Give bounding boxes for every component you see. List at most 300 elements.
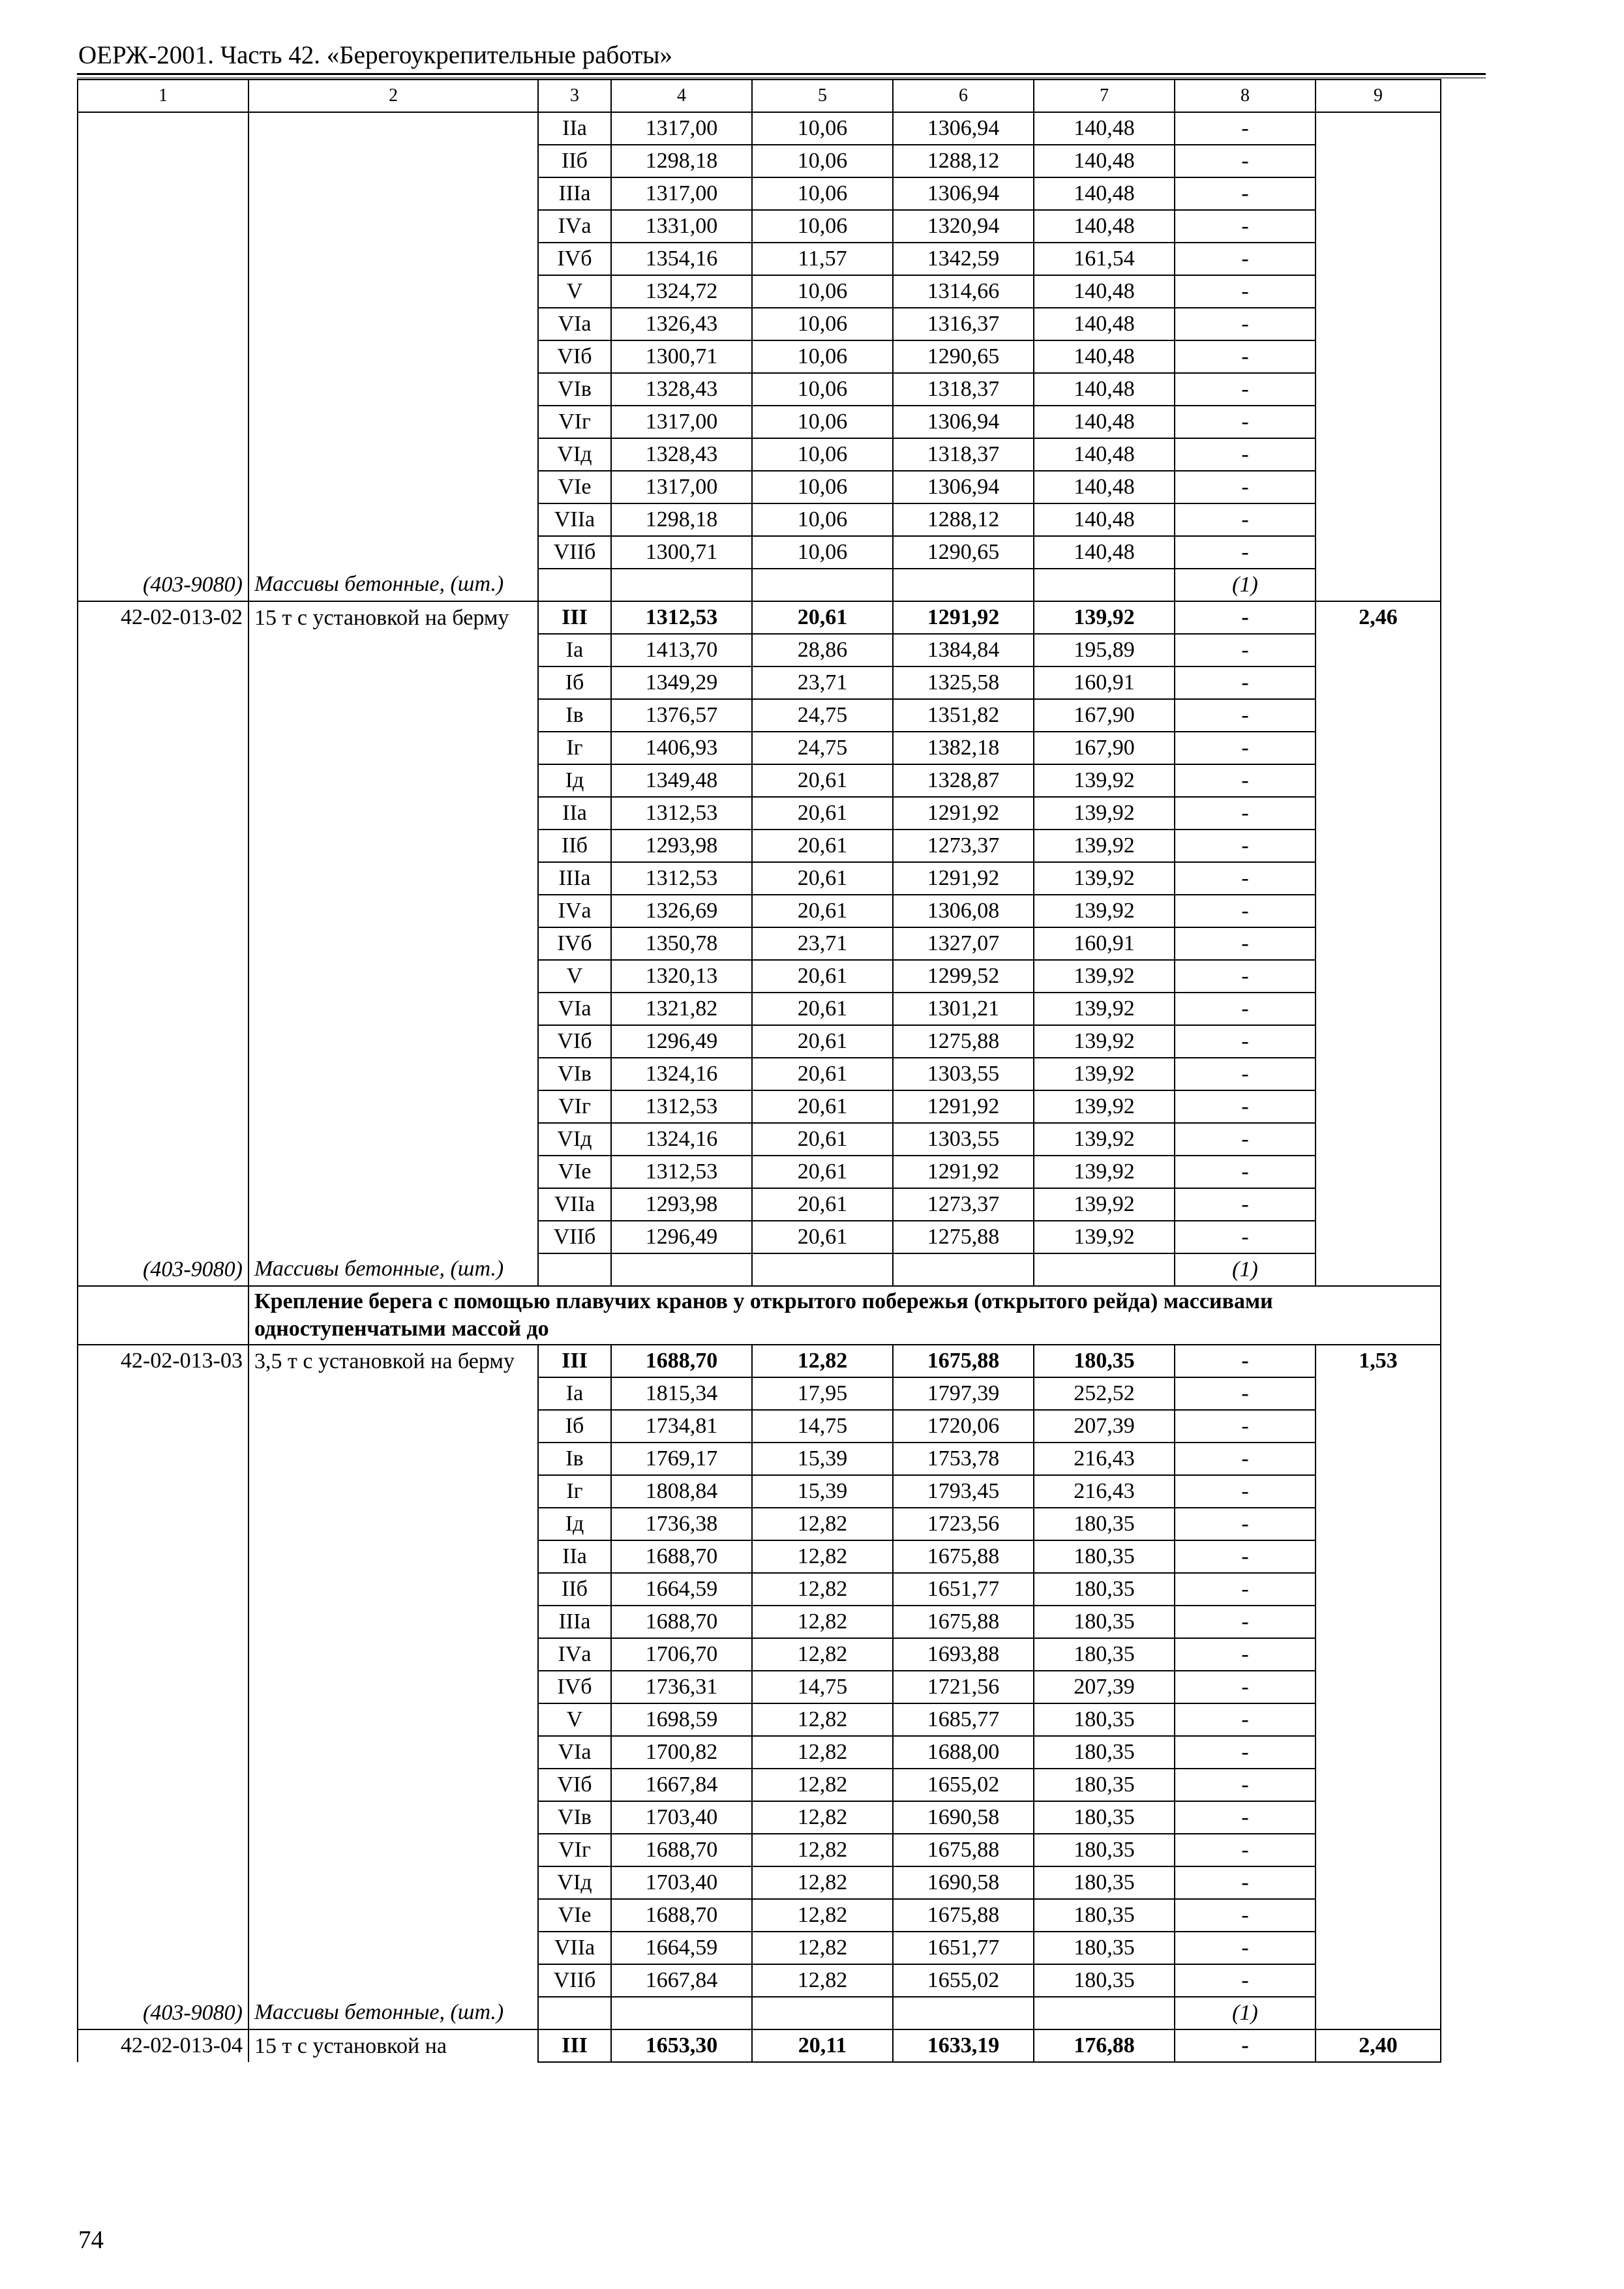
zone-cell: VIд: [538, 1123, 611, 1156]
zone-cell: IVб: [538, 1671, 611, 1703]
machines-cell: 1306,94: [893, 177, 1034, 210]
materials-cell: -: [1175, 764, 1316, 797]
wages-cell: 20,61: [752, 960, 893, 993]
total-cost-cell: 1317,00: [611, 471, 752, 503]
page-header: [77, 40, 1486, 78]
empty-cell: [752, 1253, 893, 1286]
machines-cell: 1693,88: [893, 1638, 1034, 1671]
zone-cell: V: [538, 1703, 611, 1736]
wages-cell: 12,82: [752, 1345, 893, 1377]
operator-wages-cell: 140,48: [1034, 145, 1175, 177]
machines-cell: 1318,37: [893, 438, 1034, 471]
operator-wages-cell: 139,92: [1034, 830, 1175, 862]
zone-cell: Iг: [538, 732, 611, 764]
wages-cell: 10,06: [752, 536, 893, 569]
zone-cell: IVа: [538, 1638, 611, 1671]
operator-wages-cell: 139,92: [1034, 1188, 1175, 1221]
wages-cell: 10,06: [752, 340, 893, 373]
machines-cell: 1291,92: [893, 601, 1034, 634]
machines-cell: 1384,84: [893, 634, 1034, 666]
zone-cell: VIб: [538, 1769, 611, 1801]
operator-wages-cell: 139,92: [1034, 1058, 1175, 1090]
total-cost-cell: 1688,70: [611, 1899, 752, 1932]
wages-cell: 14,75: [752, 1410, 893, 1443]
operator-wages-cell: 180,35: [1034, 1573, 1175, 1606]
machines-cell: 1793,45: [893, 1475, 1034, 1508]
operator-wages-cell: 180,35: [1034, 1703, 1175, 1736]
rate-code: 42-02-013-04: [78, 2029, 248, 2062]
machines-cell: 1299,52: [893, 960, 1034, 993]
materials-cell: -: [1175, 1123, 1316, 1156]
wages-cell: 20,61: [752, 1221, 893, 1253]
materials-cell: -: [1175, 112, 1316, 145]
wages-cell: 12,82: [752, 1573, 893, 1606]
operator-wages-cell: 140,48: [1034, 177, 1175, 210]
labor-cost-cell: 1,53: [1316, 1345, 1441, 2029]
operator-wages-cell: 180,35: [1034, 1801, 1175, 1834]
wages-cell: 12,82: [752, 1801, 893, 1834]
operator-wages-cell: 139,92: [1034, 993, 1175, 1025]
machines-cell: 1291,92: [893, 1090, 1034, 1123]
total-cost-cell: 1317,00: [611, 112, 752, 145]
operator-wages-cell: 180,35: [1034, 1606, 1175, 1638]
zone-cell: IVа: [538, 895, 611, 927]
zone-cell: VIв: [538, 1058, 611, 1090]
wages-cell: 10,06: [752, 177, 893, 210]
operator-wages-cell: 160,91: [1034, 927, 1175, 960]
operator-wages-cell: 180,35: [1034, 1345, 1175, 1377]
materials-cell: -: [1175, 862, 1316, 895]
zone-cell: IVа: [538, 210, 611, 243]
machines-cell: 1303,55: [893, 1123, 1034, 1156]
empty-cell: [893, 569, 1034, 601]
materials-cell: -: [1175, 438, 1316, 471]
total-cost-cell: 1376,57: [611, 699, 752, 732]
materials-cell: -: [1175, 1736, 1316, 1769]
wages-cell: 23,71: [752, 666, 893, 699]
operator-wages-cell: 207,39: [1034, 1410, 1175, 1443]
total-cost-cell: 1815,34: [611, 1377, 752, 1410]
zone-cell: IIа: [538, 1540, 611, 1573]
materials-cell: -: [1175, 1443, 1316, 1475]
total-cost-cell: 1736,31: [611, 1671, 752, 1703]
materials-cell: -: [1175, 503, 1316, 536]
column-number: 3: [538, 80, 611, 112]
machines-cell: 1720,06: [893, 1410, 1034, 1443]
resource-qty: (1): [1175, 1997, 1316, 2029]
zone-cell: VIа: [538, 1736, 611, 1769]
total-cost-cell: 1688,70: [611, 1345, 752, 1377]
zone-cell: Iд: [538, 764, 611, 797]
total-cost-cell: 1324,72: [611, 275, 752, 308]
total-cost-cell: 1298,18: [611, 503, 752, 536]
materials-cell: -: [1175, 960, 1316, 993]
operator-wages-cell: 140,48: [1034, 308, 1175, 340]
total-cost-cell: 1350,78: [611, 927, 752, 960]
table-row: [78, 1345, 1441, 1377]
operator-wages-cell: 139,92: [1034, 1156, 1175, 1188]
resource-qty: (1): [1175, 569, 1316, 601]
total-cost-cell: 1312,53: [611, 1156, 752, 1188]
total-cost-cell: 1688,70: [611, 1606, 752, 1638]
zone-cell: Iг: [538, 1475, 611, 1508]
machines-cell: 1675,88: [893, 1540, 1034, 1573]
operator-wages-cell: 180,35: [1034, 1899, 1175, 1932]
machines-cell: 1651,77: [893, 1573, 1034, 1606]
zone-cell: IIа: [538, 112, 611, 145]
machines-cell: 1273,37: [893, 1188, 1034, 1221]
zone-cell: III: [538, 1345, 611, 1377]
operator-wages-cell: 140,48: [1034, 210, 1175, 243]
machines-cell: 1675,88: [893, 1606, 1034, 1638]
materials-cell: -: [1175, 1866, 1316, 1899]
total-cost-cell: 1769,17: [611, 1443, 752, 1475]
materials-cell: -: [1175, 797, 1316, 830]
operator-wages-cell: 180,35: [1034, 1932, 1175, 1964]
materials-cell: -: [1175, 1801, 1316, 1834]
wages-cell: 12,82: [752, 1769, 893, 1801]
zone-cell: VIе: [538, 1899, 611, 1932]
total-cost-cell: 1328,43: [611, 438, 752, 471]
operator-wages-cell: 180,35: [1034, 1638, 1175, 1671]
total-cost-cell: 1667,84: [611, 1769, 752, 1801]
operator-wages-cell: 216,43: [1034, 1475, 1175, 1508]
total-cost-cell: 1317,00: [611, 177, 752, 210]
operator-wages-cell: 140,48: [1034, 373, 1175, 406]
materials-cell: -: [1175, 1573, 1316, 1606]
machines-cell: 1273,37: [893, 830, 1034, 862]
resource-code: (403-9080): [78, 569, 248, 601]
machines-cell: 1690,58: [893, 1866, 1034, 1899]
wages-cell: 20,61: [752, 1058, 893, 1090]
operator-wages-cell: 180,35: [1034, 1834, 1175, 1866]
zone-cell: VIе: [538, 1156, 611, 1188]
operator-wages-cell: 140,48: [1034, 503, 1175, 536]
table-row: [78, 2029, 1441, 2062]
materials-cell: -: [1175, 1638, 1316, 1671]
operator-wages-cell: 167,90: [1034, 699, 1175, 732]
machines-cell: 1675,88: [893, 1899, 1034, 1932]
wages-cell: 12,82: [752, 1736, 893, 1769]
total-cost-cell: 1320,13: [611, 960, 752, 993]
total-cost-cell: 1667,84: [611, 1964, 752, 1997]
wages-cell: 20,61: [752, 1025, 893, 1058]
machines-cell: 1651,77: [893, 1932, 1034, 1964]
total-cost-cell: 1324,16: [611, 1058, 752, 1090]
zone-cell: VIб: [538, 340, 611, 373]
wages-cell: 11,57: [752, 243, 893, 275]
operator-wages-cell: 140,48: [1034, 536, 1175, 569]
machines-cell: 1290,65: [893, 536, 1034, 569]
wages-cell: 28,86: [752, 634, 893, 666]
zone-cell: VIа: [538, 308, 611, 340]
total-cost-cell: 1349,29: [611, 666, 752, 699]
wages-cell: 20,61: [752, 1090, 893, 1123]
wages-cell: 24,75: [752, 699, 893, 732]
zone-cell: IIб: [538, 830, 611, 862]
machines-cell: 1723,56: [893, 1508, 1034, 1540]
materials-cell: -: [1175, 666, 1316, 699]
operator-wages-cell: 139,92: [1034, 1123, 1175, 1156]
zone-cell: IIа: [538, 797, 611, 830]
operator-wages-cell: 140,48: [1034, 471, 1175, 503]
wages-cell: 20,61: [752, 764, 893, 797]
empty-cell: [538, 569, 611, 601]
operator-wages-cell: 140,48: [1034, 406, 1175, 438]
wages-cell: 12,82: [752, 1834, 893, 1866]
total-cost-cell: 1317,00: [611, 406, 752, 438]
empty-cell: [611, 569, 752, 601]
machines-cell: 1314,66: [893, 275, 1034, 308]
total-cost-cell: 1736,38: [611, 1508, 752, 1540]
rate-description: 15 т с установкой на берму: [248, 601, 538, 1253]
machines-cell: 1325,58: [893, 666, 1034, 699]
materials-cell: -: [1175, 536, 1316, 569]
wages-cell: 15,39: [752, 1475, 893, 1508]
zone-cell: III: [538, 2029, 611, 2062]
total-cost-cell: 1321,82: [611, 993, 752, 1025]
machines-cell: 1306,94: [893, 471, 1034, 503]
wages-cell: 10,06: [752, 308, 893, 340]
zone-cell: IIб: [538, 1573, 611, 1606]
total-cost-cell: 1312,53: [611, 601, 752, 634]
wages-cell: 10,06: [752, 373, 893, 406]
materials-cell: -: [1175, 601, 1316, 634]
materials-cell: -: [1175, 1410, 1316, 1443]
operator-wages-cell: 207,39: [1034, 1671, 1175, 1703]
materials-cell: -: [1175, 1964, 1316, 1997]
materials-cell: -: [1175, 1188, 1316, 1221]
wages-cell: 12,82: [752, 1540, 893, 1573]
materials-cell: -: [1175, 732, 1316, 764]
machines-cell: 1351,82: [893, 699, 1034, 732]
operator-wages-cell: 160,91: [1034, 666, 1175, 699]
zone-cell: VIIа: [538, 503, 611, 536]
total-cost-cell: 1312,53: [611, 797, 752, 830]
materials-cell: -: [1175, 699, 1316, 732]
wages-cell: 20,61: [752, 895, 893, 927]
operator-wages-cell: 140,48: [1034, 340, 1175, 373]
column-number: 8: [1175, 80, 1316, 112]
machines-cell: 1655,02: [893, 1769, 1034, 1801]
rates-table-container: [77, 79, 1441, 2063]
materials-cell: -: [1175, 177, 1316, 210]
empty-cell: [1034, 1997, 1175, 2029]
column-number: 4: [611, 80, 752, 112]
total-cost-cell: 1354,16: [611, 243, 752, 275]
wages-cell: 10,06: [752, 406, 893, 438]
wages-cell: 12,82: [752, 1508, 893, 1540]
column-number-row: [78, 80, 1441, 112]
materials-cell: -: [1175, 1025, 1316, 1058]
machines-cell: 1675,88: [893, 1345, 1034, 1377]
resource-name: Массивы бетонные, (шт.): [248, 569, 538, 601]
total-cost-cell: 1664,59: [611, 1573, 752, 1606]
operator-wages-cell: 139,92: [1034, 601, 1175, 634]
materials-cell: -: [1175, 895, 1316, 927]
machines-cell: 1303,55: [893, 1058, 1034, 1090]
resource-row: [78, 1253, 1441, 1286]
materials-cell: -: [1175, 1475, 1316, 1508]
machines-cell: 1690,58: [893, 1801, 1034, 1834]
wages-cell: 12,82: [752, 1899, 893, 1932]
rate-code: 42-02-013-02: [78, 601, 248, 1253]
empty-cell: [538, 1997, 611, 2029]
total-cost-cell: 1349,48: [611, 764, 752, 797]
materials-cell: -: [1175, 1834, 1316, 1866]
operator-wages-cell: 139,92: [1034, 797, 1175, 830]
machines-cell: 1721,56: [893, 1671, 1034, 1703]
wages-cell: 10,06: [752, 503, 893, 536]
wages-cell: 20,61: [752, 862, 893, 895]
resource-row: [78, 1997, 1441, 2029]
operator-wages-cell: 180,35: [1034, 1736, 1175, 1769]
materials-cell: -: [1175, 1090, 1316, 1123]
zone-cell: VIд: [538, 438, 611, 471]
resource-name: Массивы бетонные, (шт.): [248, 1253, 538, 1286]
machines-cell: 1655,02: [893, 1964, 1034, 1997]
zone-cell: IIIа: [538, 862, 611, 895]
materials-cell: -: [1175, 1377, 1316, 1410]
wages-cell: 20,61: [752, 1188, 893, 1221]
materials-cell: -: [1175, 471, 1316, 503]
zone-cell: VIв: [538, 1801, 611, 1834]
total-cost-cell: 1300,71: [611, 340, 752, 373]
resource-name: Массивы бетонные, (шт.): [248, 1997, 538, 2029]
operator-wages-cell: 139,92: [1034, 1025, 1175, 1058]
machines-cell: 1288,12: [893, 503, 1034, 536]
column-number: 5: [752, 80, 893, 112]
materials-cell: -: [1175, 340, 1316, 373]
materials-cell: -: [1175, 373, 1316, 406]
wages-cell: 10,06: [752, 275, 893, 308]
machines-cell: 1328,87: [893, 764, 1034, 797]
wages-cell: 24,75: [752, 732, 893, 764]
operator-wages-cell: 139,92: [1034, 764, 1175, 797]
materials-cell: -: [1175, 1703, 1316, 1736]
zone-cell: VIб: [538, 1025, 611, 1058]
machines-cell: 1306,94: [893, 112, 1034, 145]
resource-row: [78, 569, 1441, 601]
machines-cell: 1306,94: [893, 406, 1034, 438]
operator-wages-cell: 167,90: [1034, 732, 1175, 764]
operator-wages-cell: 180,35: [1034, 1769, 1175, 1801]
zone-cell: IIIа: [538, 177, 611, 210]
zone-cell: VIIб: [538, 1964, 611, 1997]
total-cost-cell: 1688,70: [611, 1540, 752, 1573]
zone-cell: VIIа: [538, 1932, 611, 1964]
operator-wages-cell: 140,48: [1034, 275, 1175, 308]
total-cost-cell: 1293,98: [611, 1188, 752, 1221]
operator-wages-cell: 195,89: [1034, 634, 1175, 666]
machines-cell: 1753,78: [893, 1443, 1034, 1475]
empty-cell: [611, 1253, 752, 1286]
operator-wages-cell: 161,54: [1034, 243, 1175, 275]
zone-cell: IIIа: [538, 1606, 611, 1638]
total-cost-cell: 1331,00: [611, 210, 752, 243]
materials-cell: -: [1175, 993, 1316, 1025]
resource-qty: (1): [1175, 1253, 1316, 1286]
operator-wages-cell: 180,35: [1034, 1508, 1175, 1540]
total-cost-cell: 1413,70: [611, 634, 752, 666]
wages-cell: 12,82: [752, 1638, 893, 1671]
total-cost-cell: 1703,40: [611, 1801, 752, 1834]
wages-cell: 20,61: [752, 1156, 893, 1188]
total-cost-cell: 1326,43: [611, 308, 752, 340]
total-cost-cell: 1328,43: [611, 373, 752, 406]
rate-description: 3,5 т с установкой на берму: [248, 1345, 538, 1997]
zone-cell: V: [538, 960, 611, 993]
zone-cell: IVб: [538, 243, 611, 275]
rate-description: 15 т с установкой на: [248, 2029, 538, 2062]
materials-cell: -: [1175, 308, 1316, 340]
materials-cell: -: [1175, 275, 1316, 308]
total-cost-cell: 1406,93: [611, 732, 752, 764]
operator-wages-cell: 180,35: [1034, 1964, 1175, 1997]
materials-cell: -: [1175, 1932, 1316, 1964]
materials-cell: -: [1175, 1345, 1316, 1377]
zone-cell: III: [538, 601, 611, 634]
total-cost-cell: 1698,59: [611, 1703, 752, 1736]
empty-cell: [893, 1997, 1034, 2029]
machines-cell: 1291,92: [893, 797, 1034, 830]
table-row: [78, 601, 1441, 634]
wages-cell: 12,82: [752, 1703, 893, 1736]
page-number: 74: [78, 2226, 104, 2254]
zone-cell: Iа: [538, 1377, 611, 1410]
operator-wages-cell: 216,43: [1034, 1443, 1175, 1475]
materials-cell: -: [1175, 1671, 1316, 1703]
materials-cell: -: [1175, 406, 1316, 438]
wages-cell: 10,06: [752, 145, 893, 177]
materials-cell: -: [1175, 1058, 1316, 1090]
wages-cell: 15,39: [752, 1443, 893, 1475]
materials-cell: -: [1175, 634, 1316, 666]
machines-cell: 1797,39: [893, 1377, 1034, 1410]
zone-cell: VIг: [538, 406, 611, 438]
zone-cell: Iв: [538, 699, 611, 732]
wages-cell: 20,61: [752, 830, 893, 862]
total-cost-cell: 1312,53: [611, 862, 752, 895]
total-cost-cell: 1300,71: [611, 536, 752, 569]
resource-code: (403-9080): [78, 1253, 248, 1286]
operator-wages-cell: 140,48: [1034, 112, 1175, 145]
total-cost-cell: 1312,53: [611, 1090, 752, 1123]
machines-cell: 1318,37: [893, 373, 1034, 406]
zone-cell: VIIа: [538, 1188, 611, 1221]
machines-cell: 1633,19: [893, 2029, 1034, 2062]
materials-cell: -: [1175, 210, 1316, 243]
zone-cell: Iд: [538, 1508, 611, 1540]
zone-cell: Iб: [538, 1410, 611, 1443]
wages-cell: 17,95: [752, 1377, 893, 1410]
materials-cell: -: [1175, 1769, 1316, 1801]
wages-cell: 20,11: [752, 2029, 893, 2062]
machines-cell: 1342,59: [893, 243, 1034, 275]
materials-cell: -: [1175, 830, 1316, 862]
total-cost-cell: 1703,40: [611, 1866, 752, 1899]
machines-cell: 1275,88: [893, 1025, 1034, 1058]
rate-code: [78, 112, 248, 569]
machines-cell: 1327,07: [893, 927, 1034, 960]
column-number: 9: [1316, 80, 1441, 112]
labor-cost-cell: 2,40: [1316, 2029, 1441, 2062]
column-number: 7: [1034, 80, 1175, 112]
rates-table: [77, 79, 1441, 2063]
labor-cost-cell: [1316, 112, 1441, 601]
machines-cell: 1675,88: [893, 1834, 1034, 1866]
empty-cell: [752, 569, 893, 601]
